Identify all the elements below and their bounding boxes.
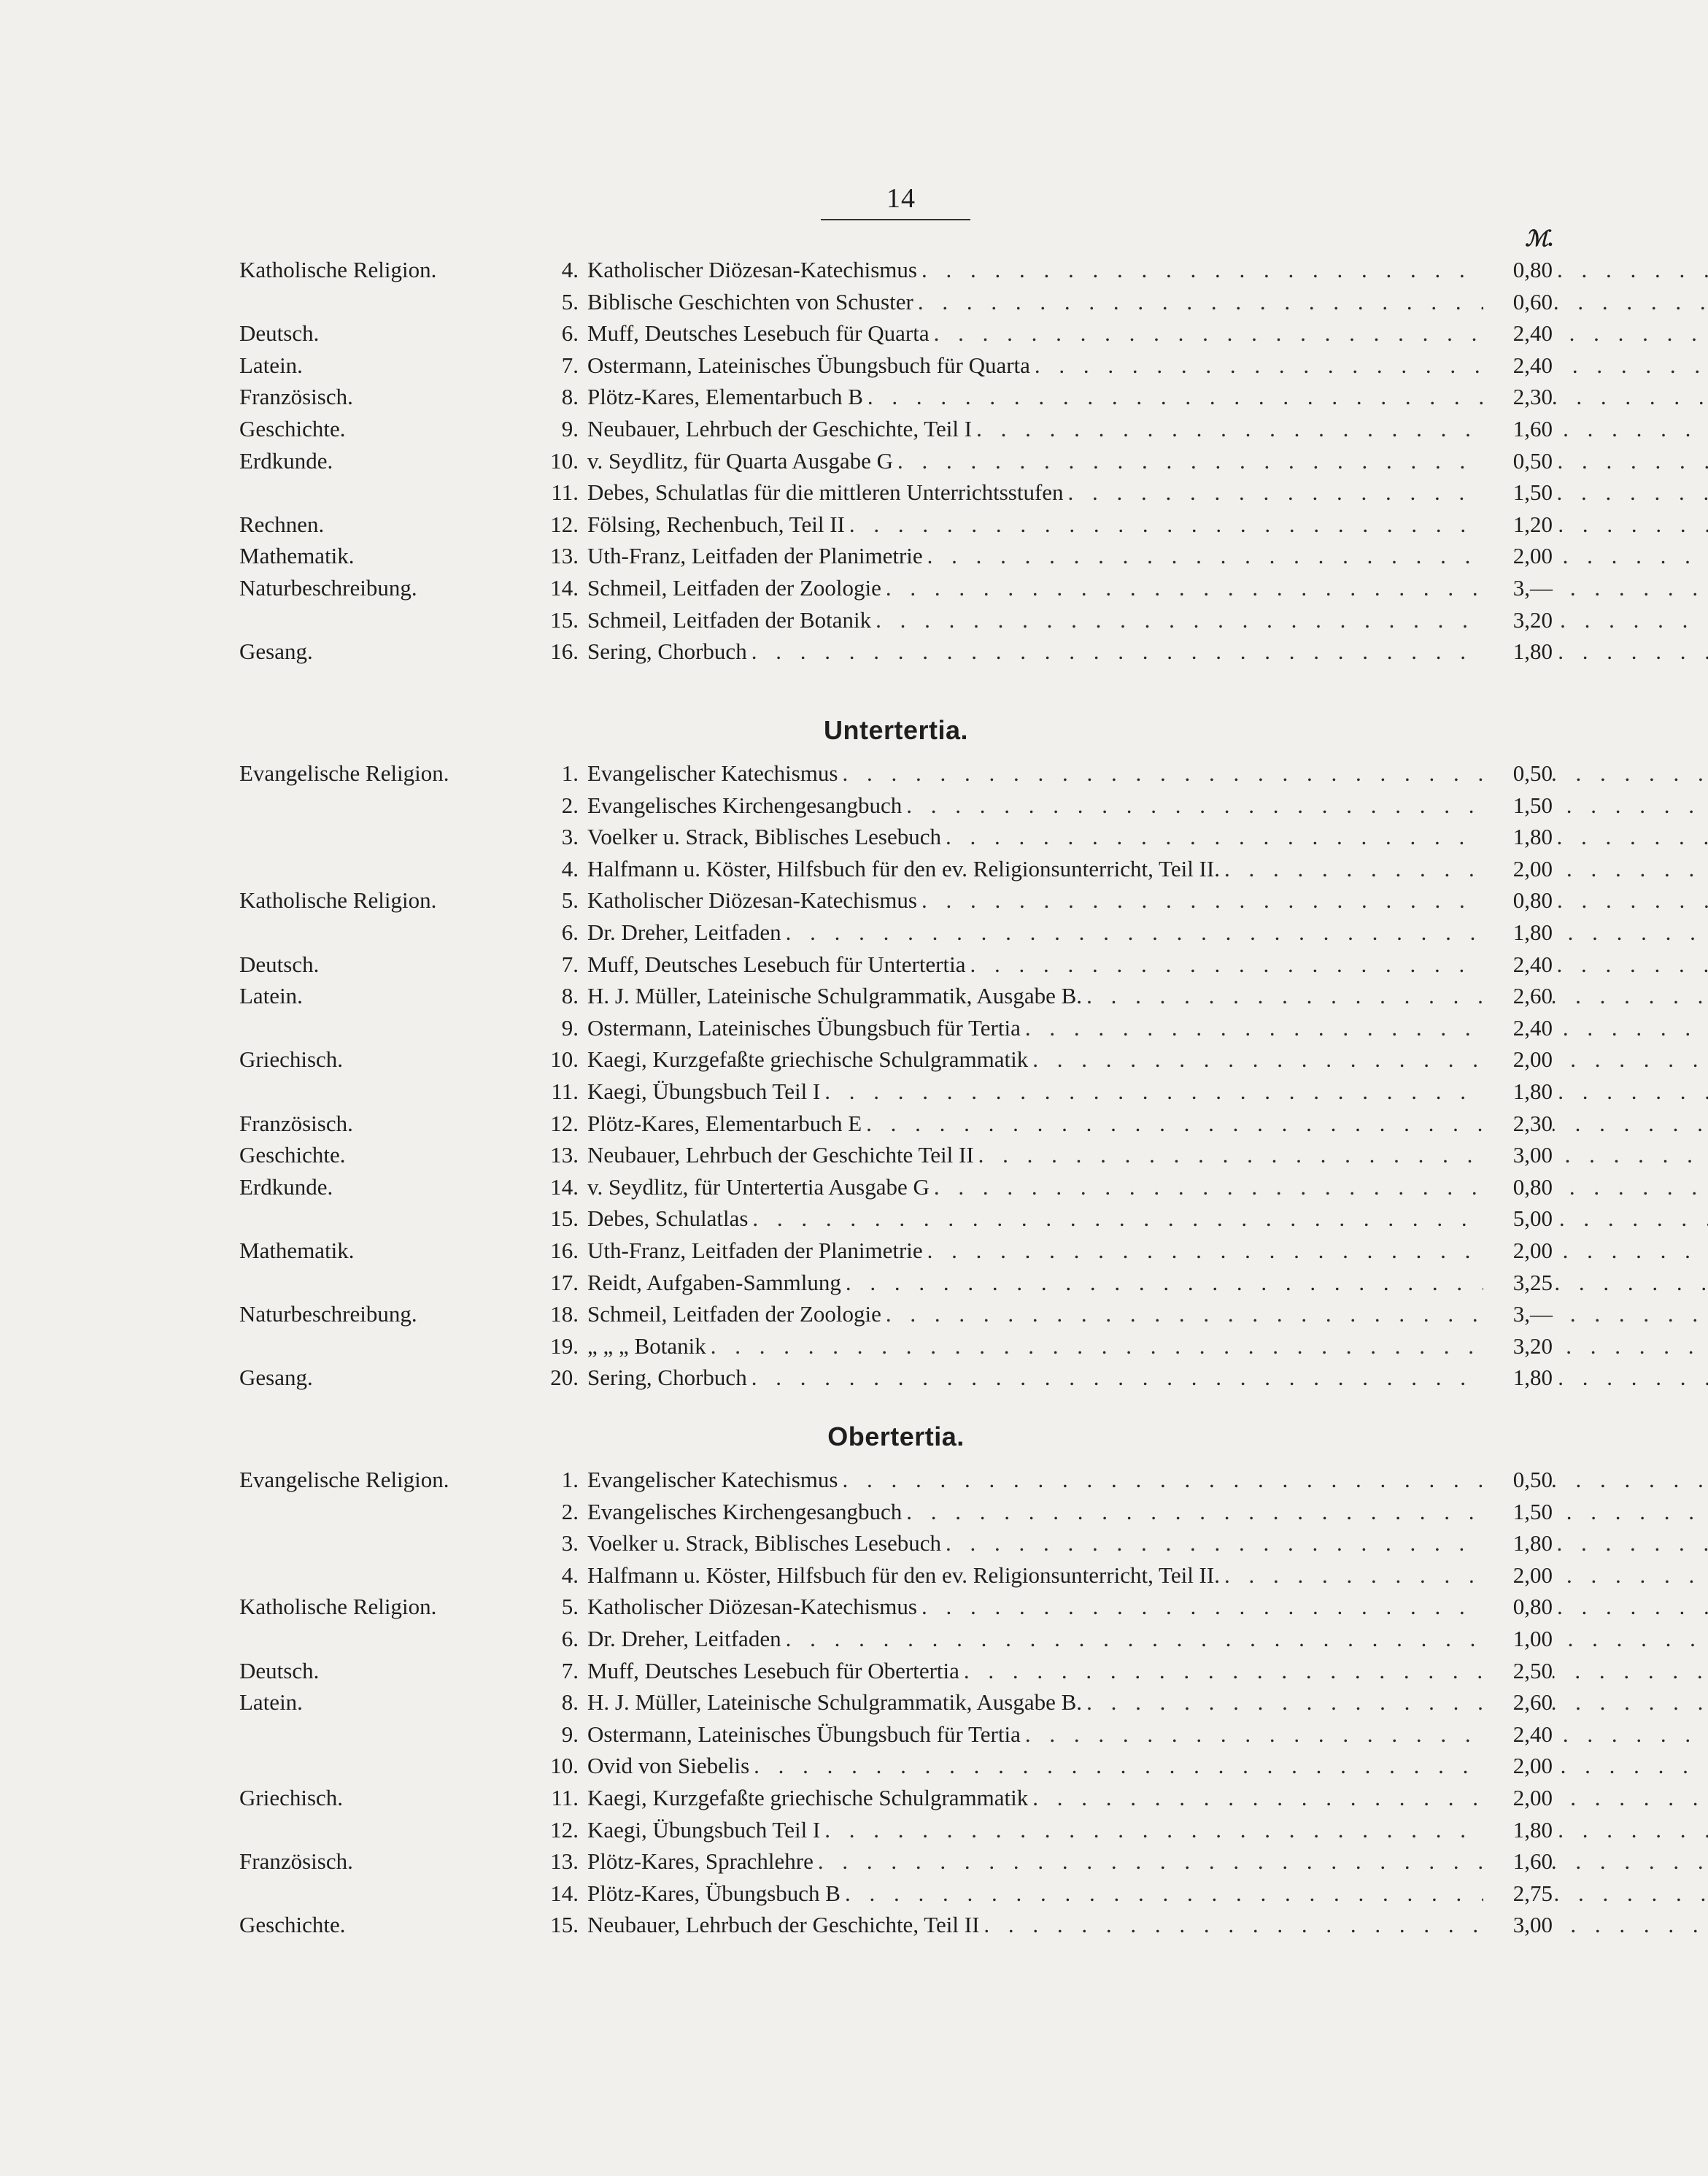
book-row <box>239 980 1553 1012</box>
dot-leader <box>923 1235 1708 1267</box>
book-title: Plötz-Kares, Elementarbuch E <box>587 1110 862 1136</box>
dot-leader <box>930 317 1708 350</box>
book-row <box>239 1527 1553 1559</box>
subject-label: Latein. <box>239 352 303 378</box>
item-number: 8. <box>561 983 579 1009</box>
dot-leader <box>881 572 1708 604</box>
book-title: Muff, Deutsches Lesebuch für Obertertia <box>587 1657 959 1683</box>
item-number: 4. <box>561 1562 579 1588</box>
dot-leader <box>871 604 1708 636</box>
dot-leader <box>845 509 1708 541</box>
book-price: 1,80 <box>1483 636 1553 668</box>
subject-label: Gesang. <box>239 638 313 665</box>
book-price: 2,40 <box>1483 1012 1553 1044</box>
book-price: 1,80 <box>1483 1076 1553 1108</box>
dot-leader <box>959 1655 1708 1687</box>
book-title: Plötz-Kares, Elementarbuch B <box>587 384 863 410</box>
book-title: Katholischer Diözesan-Katechismus <box>587 257 917 282</box>
book-row <box>239 1655 1553 1687</box>
book-title: Muff, Deutsches Lesebuch für Untertertia <box>587 951 966 977</box>
subject-label: Katholische Religion. <box>239 257 437 282</box>
book-title: Katholischer Diözesan-Katechismus <box>587 887 917 914</box>
book-price: 2,00 <box>1483 1235 1553 1267</box>
subject-label: Französisch. <box>239 1110 353 1136</box>
book-row <box>239 1203 1553 1235</box>
book-row <box>239 1623 1553 1655</box>
book-title: Ostermann, Lateinisches Übungsbuch für Quarta <box>587 352 1030 378</box>
book-row <box>239 949 1553 981</box>
book-price: 0,50 <box>1483 1464 1553 1496</box>
book-row <box>239 1076 1553 1108</box>
subject-label: Katholische Religion. <box>239 887 437 914</box>
subject-label: Evangelische Religion. <box>239 760 449 786</box>
book-price: 3,— <box>1483 1298 1553 1330</box>
book-title: Biblische Geschichten von Schuster <box>587 288 913 315</box>
book-row <box>239 884 1553 917</box>
book-price: 3,25 <box>1483 1267 1553 1299</box>
book-row <box>239 1750 1553 1782</box>
book-row <box>239 1909 1553 1941</box>
book-row <box>239 917 1553 949</box>
book-price: 3,— <box>1483 572 1553 604</box>
item-number: 10. <box>550 1753 579 1779</box>
dot-leader <box>1220 1559 1708 1592</box>
item-number: 9. <box>561 416 579 441</box>
page-number-rule <box>821 219 970 220</box>
book-row <box>239 572 1553 604</box>
item-number: 12. <box>550 1816 579 1843</box>
dot-leader <box>913 286 1708 318</box>
book-title: Kaegi, Übungsbuch Teil I <box>587 1079 821 1104</box>
book-price: 2,40 <box>1483 1718 1553 1751</box>
book-price: 3,20 <box>1483 1330 1553 1362</box>
dot-leader <box>749 1750 1708 1782</box>
book-title: Katholischer Diözesan-Katechismus <box>587 1594 917 1620</box>
book-row <box>239 790 1553 822</box>
subject-label: Griechisch. <box>239 1785 344 1810</box>
subject-label: Mathematik. <box>239 543 355 569</box>
dot-leader <box>917 884 1708 917</box>
item-number: 12. <box>550 1110 579 1136</box>
dot-leader <box>923 540 1708 572</box>
dot-leader <box>1082 1686 1708 1718</box>
item-number: 11. <box>551 1785 579 1810</box>
book-title: Sering, Chorbuch <box>587 1365 747 1391</box>
item-number: 5. <box>561 288 579 315</box>
book-title: Fölsing, Rechenbuch, Teil II <box>587 511 845 537</box>
item-number: 16. <box>550 638 579 665</box>
book-price: 0,80 <box>1483 1171 1553 1203</box>
book-row <box>239 636 1553 668</box>
book-price: 3,20 <box>1483 604 1553 636</box>
item-number: 15. <box>550 606 579 633</box>
book-title: Kaegi, Übungsbuch Teil I <box>587 1816 821 1843</box>
dot-leader <box>974 1139 1708 1171</box>
item-number: 17. <box>550 1269 579 1295</box>
dot-leader <box>747 1362 1708 1394</box>
book-price: 5,00 <box>1483 1203 1553 1235</box>
dot-leader <box>820 1814 1708 1846</box>
book-row <box>239 1718 1553 1751</box>
item-number: 3. <box>561 1530 579 1556</box>
book-row <box>239 1139 1553 1171</box>
book-price: 1,80 <box>1483 1814 1553 1846</box>
book-title: Plötz-Kares, Sprachlehre <box>587 1848 814 1875</box>
subject-label: Erdkunde. <box>239 447 333 474</box>
book-price: 2,00 <box>1483 1043 1553 1076</box>
book-title: Ostermann, Lateinisches Übungsbuch für Tertia <box>587 1721 1021 1747</box>
item-number: 2. <box>561 1498 579 1524</box>
book-price: 2,75 <box>1483 1878 1553 1910</box>
book-row <box>239 1362 1553 1394</box>
item-number: 1. <box>561 1467 579 1492</box>
item-number: 5. <box>561 1594 579 1620</box>
book-title: Evangelisches Kirchengesangbuch <box>587 1498 903 1524</box>
book-row <box>239 757 1553 790</box>
item-number: 16. <box>550 1238 579 1263</box>
book-row <box>239 254 1553 286</box>
book-price: 2,50 <box>1483 1655 1553 1687</box>
item-number: 18. <box>550 1301 579 1327</box>
book-row <box>239 317 1553 350</box>
book-title: Ovid von Siebelis <box>587 1753 750 1779</box>
book-row <box>239 381 1553 413</box>
book-title: v. Seydlitz, für Quarta Ausgabe G <box>587 447 893 474</box>
subject-label: Griechisch. <box>239 1046 344 1073</box>
book-title: Muff, Deutsches Lesebuch für Quarta <box>587 320 930 347</box>
book-row <box>239 1464 1553 1496</box>
item-number: 10. <box>550 447 579 474</box>
dot-leader <box>966 949 1708 981</box>
item-number: 8. <box>561 1689 579 1716</box>
subject-label: Erdkunde. <box>239 1173 333 1200</box>
book-price: 2,00 <box>1483 540 1553 572</box>
item-number: 20. <box>550 1365 579 1391</box>
dot-leader <box>706 1330 1708 1362</box>
book-row <box>239 853 1553 885</box>
item-number: 7. <box>561 352 579 378</box>
book-row <box>239 1235 1553 1267</box>
dot-leader <box>863 381 1708 413</box>
book-price: 1,80 <box>1483 821 1553 853</box>
book-row <box>239 1108 1553 1140</box>
book-price: 1,80 <box>1483 917 1553 949</box>
dot-leader <box>841 1878 1708 1910</box>
dot-leader <box>1082 980 1708 1012</box>
dot-leader <box>781 917 1708 949</box>
dot-leader <box>1028 1043 1708 1076</box>
book-price: 1,60 <box>1483 1845 1553 1878</box>
book-price: 2,00 <box>1483 1750 1553 1782</box>
dot-leader <box>917 254 1708 286</box>
subject-label: Mathematik. <box>239 1238 355 1263</box>
book-title: Dr. Dreher, Leitfaden <box>587 1626 781 1651</box>
subject-label: Geschichte. <box>239 1912 346 1938</box>
book-title: Uth-Franz, Leitfaden der Planimetrie <box>587 1238 923 1263</box>
book-title: „ „ „ Botanik <box>587 1332 706 1359</box>
dot-leader <box>893 445 1708 477</box>
book-row <box>239 1591 1553 1623</box>
subject-label: Französisch. <box>239 384 353 410</box>
book-title: Halfmann u. Köster, Hilfsbuch für den ev. Religionsunterricht, Teil II. <box>587 855 1220 881</box>
book-price: 0,60 <box>1483 286 1553 318</box>
dot-leader <box>820 1076 1708 1108</box>
book-title: Halfmann u. Köster, Hilfsbuch für den ev. Religionsunterricht, Teil II. <box>587 1562 1220 1588</box>
dot-leader <box>748 1203 1708 1235</box>
dot-leader <box>941 1527 1708 1559</box>
item-number: 10. <box>550 1046 579 1073</box>
item-number: 4. <box>561 257 579 282</box>
book-title: Dr. Dreher, Leitfaden <box>587 919 781 945</box>
dot-leader <box>838 757 1708 790</box>
dot-leader <box>941 821 1708 853</box>
book-price: 1,60 <box>1483 413 1553 445</box>
book-row <box>239 1878 1553 1910</box>
item-number: 13. <box>550 1142 579 1168</box>
book-title: Ostermann, Lateinisches Übungsbuch für Tertia <box>587 1014 1021 1041</box>
book-title: Voelker u. Strack, Biblisches Lesebuch <box>587 824 941 850</box>
item-number: 14. <box>550 575 579 601</box>
subject-label: Latein. <box>239 983 303 1009</box>
book-row <box>239 350 1553 382</box>
book-price: 0,80 <box>1483 1591 1553 1623</box>
dot-leader <box>1030 350 1708 382</box>
item-number: 1. <box>561 760 579 786</box>
dot-leader <box>902 790 1708 822</box>
book-row <box>239 1012 1553 1044</box>
book-title: H. J. Müller, Lateinische Schulgrammatik, Ausgabe B. <box>587 983 1083 1009</box>
book-title: Schmeil, Leitfaden der Zoologie <box>587 575 881 601</box>
dot-leader <box>1028 1782 1708 1814</box>
subject-label: Naturbeschreibung. <box>239 1301 417 1327</box>
book-price: 2,40 <box>1483 949 1553 981</box>
item-number: 8. <box>561 384 579 410</box>
book-price: 2,60 <box>1483 1686 1553 1718</box>
item-number: 15. <box>550 1205 579 1232</box>
book-price: 2,00 <box>1483 1559 1553 1592</box>
book-row <box>239 477 1553 509</box>
subject-label: Gesang. <box>239 1365 313 1391</box>
book-price: 2,30 <box>1483 381 1553 413</box>
book-price: 3,00 <box>1483 1139 1553 1171</box>
item-number: 6. <box>561 1626 579 1651</box>
subject-label: Rechnen. <box>239 511 325 537</box>
book-row <box>239 413 1553 445</box>
dot-leader <box>747 636 1708 668</box>
dot-leader <box>838 1464 1708 1496</box>
book-price: 1,80 <box>1483 1362 1553 1394</box>
book-title: Uth-Franz, Leitfaden der Planimetrie <box>587 543 923 569</box>
item-number: 9. <box>561 1721 579 1747</box>
item-number: 2. <box>561 792 579 818</box>
book-title: Evangelischer Katechismus <box>587 1467 838 1492</box>
book-row <box>239 509 1553 541</box>
book-title: Evangelischer Katechismus <box>587 760 838 786</box>
section-heading: Untertertia. <box>823 715 969 745</box>
subject-label: Geschichte. <box>239 416 346 441</box>
subject-label: Latein. <box>239 1689 303 1716</box>
book-title: Evangelisches Kirchengesangbuch <box>587 792 903 818</box>
book-title: Neubauer, Lehrbuch der Geschichte, Teil I <box>587 416 973 441</box>
book-title: H. J. Müller, Lateinische Schulgrammatik, Ausgabe B. <box>587 1689 1083 1716</box>
dot-leader <box>1220 853 1708 885</box>
subject-label: Evangelische Religion. <box>239 1467 449 1492</box>
dot-leader <box>979 1909 1708 1941</box>
item-number: 13. <box>550 543 579 569</box>
currency-header: ℳ. <box>1525 227 1554 251</box>
book-row <box>239 445 1553 477</box>
book-row <box>239 540 1553 572</box>
book-title: Schmeil, Leitfaden der Zoologie <box>587 1301 881 1327</box>
book-row <box>239 1267 1553 1299</box>
book-title: Reidt, Aufgaben-Sammlung <box>587 1269 841 1295</box>
book-title: v. Seydlitz, für Untertertia Ausgabe G <box>587 1173 930 1200</box>
dot-leader <box>930 1171 1708 1203</box>
book-price: 0,80 <box>1483 884 1553 917</box>
item-number: 11. <box>551 479 579 506</box>
subject-label: Deutsch. <box>239 1657 320 1683</box>
book-row <box>239 821 1553 853</box>
book-row <box>239 286 1553 318</box>
book-row <box>239 1298 1553 1330</box>
book-title: Kaegi, Kurzgefaßte griechische Schulgrammatik <box>587 1785 1029 1810</box>
book-title: Neubauer, Lehrbuch der Geschichte, Teil II <box>587 1912 980 1938</box>
book-price: 2,60 <box>1483 980 1553 1012</box>
book-title: Kaegi, Kurzgefaßte griechische Schulgrammatik <box>587 1046 1029 1073</box>
item-number: 15. <box>550 1912 579 1938</box>
book-title: Schmeil, Leitfaden der Botanik <box>587 606 872 633</box>
book-price: 1,20 <box>1483 509 1553 541</box>
dot-leader <box>972 413 1708 445</box>
subject-label: Geschichte. <box>239 1142 346 1168</box>
item-number: 14. <box>550 1173 579 1200</box>
dot-leader <box>862 1108 1708 1140</box>
book-row <box>239 1814 1553 1846</box>
dot-leader <box>1021 1012 1708 1044</box>
book-price: 2,40 <box>1483 350 1553 382</box>
dot-leader <box>841 1267 1708 1299</box>
dot-leader <box>1021 1718 1708 1751</box>
item-number: 6. <box>561 320 579 347</box>
dot-leader <box>881 1298 1708 1330</box>
subject-label: Naturbeschreibung. <box>239 575 417 601</box>
section-heading: Obertertia. <box>827 1421 965 1451</box>
item-number: 4. <box>561 855 579 881</box>
book-row <box>239 1496 1553 1528</box>
book-row <box>239 1330 1553 1362</box>
item-number: 11. <box>551 1079 579 1104</box>
book-price: 1,50 <box>1483 477 1553 509</box>
book-price: 0,50 <box>1483 445 1553 477</box>
book-price: 0,50 <box>1483 757 1553 790</box>
item-number: 19. <box>550 1332 579 1359</box>
book-title: Voelker u. Strack, Biblisches Lesebuch <box>587 1530 941 1556</box>
item-number: 3. <box>561 824 579 850</box>
book-row <box>239 1171 1553 1203</box>
book-row <box>239 1559 1553 1592</box>
item-number: 14. <box>550 1880 579 1906</box>
book-title: Sering, Chorbuch <box>587 638 747 665</box>
book-title: Debes, Schulatlas für die mittleren Unterrichtsstufen <box>587 479 1064 506</box>
dot-leader <box>902 1496 1708 1528</box>
page-number: 14 <box>886 183 916 214</box>
subject-label: Französisch. <box>239 1848 353 1875</box>
item-number: 6. <box>561 919 579 945</box>
book-price: 2,40 <box>1483 317 1553 350</box>
book-price: 2,00 <box>1483 853 1553 885</box>
subject-label: Katholische Religion. <box>239 1594 437 1620</box>
dot-leader <box>781 1623 1708 1655</box>
book-price: 1,00 <box>1483 1623 1553 1655</box>
item-number: 7. <box>561 951 579 977</box>
book-price: 1,50 <box>1483 1496 1553 1528</box>
item-number: 5. <box>561 887 579 914</box>
book-price: 2,30 <box>1483 1108 1553 1140</box>
book-row <box>239 1845 1553 1878</box>
item-number: 9. <box>561 1014 579 1041</box>
item-number: 13. <box>550 1848 579 1875</box>
subject-label: Deutsch. <box>239 951 320 977</box>
book-price: 3,00 <box>1483 1909 1553 1941</box>
book-title: Plötz-Kares, Übungsbuch B <box>587 1880 841 1906</box>
dot-leader <box>917 1591 1708 1623</box>
item-number: 7. <box>561 1657 579 1683</box>
book-price: 1,80 <box>1483 1527 1553 1559</box>
book-row <box>239 1686 1553 1718</box>
book-title: Debes, Schulatlas <box>587 1205 749 1232</box>
dot-leader <box>1064 477 1708 509</box>
book-row <box>239 1782 1553 1814</box>
book-price: 2,00 <box>1483 1782 1553 1814</box>
book-price: 1,50 <box>1483 790 1553 822</box>
book-price: 0,80 <box>1483 254 1553 286</box>
book-row <box>239 604 1553 636</box>
item-number: 12. <box>550 511 579 537</box>
book-row <box>239 1043 1553 1076</box>
subject-label: Deutsch. <box>239 320 320 347</box>
dot-leader <box>814 1845 1708 1878</box>
book-title: Neubauer, Lehrbuch der Geschichte Teil II <box>587 1142 974 1168</box>
